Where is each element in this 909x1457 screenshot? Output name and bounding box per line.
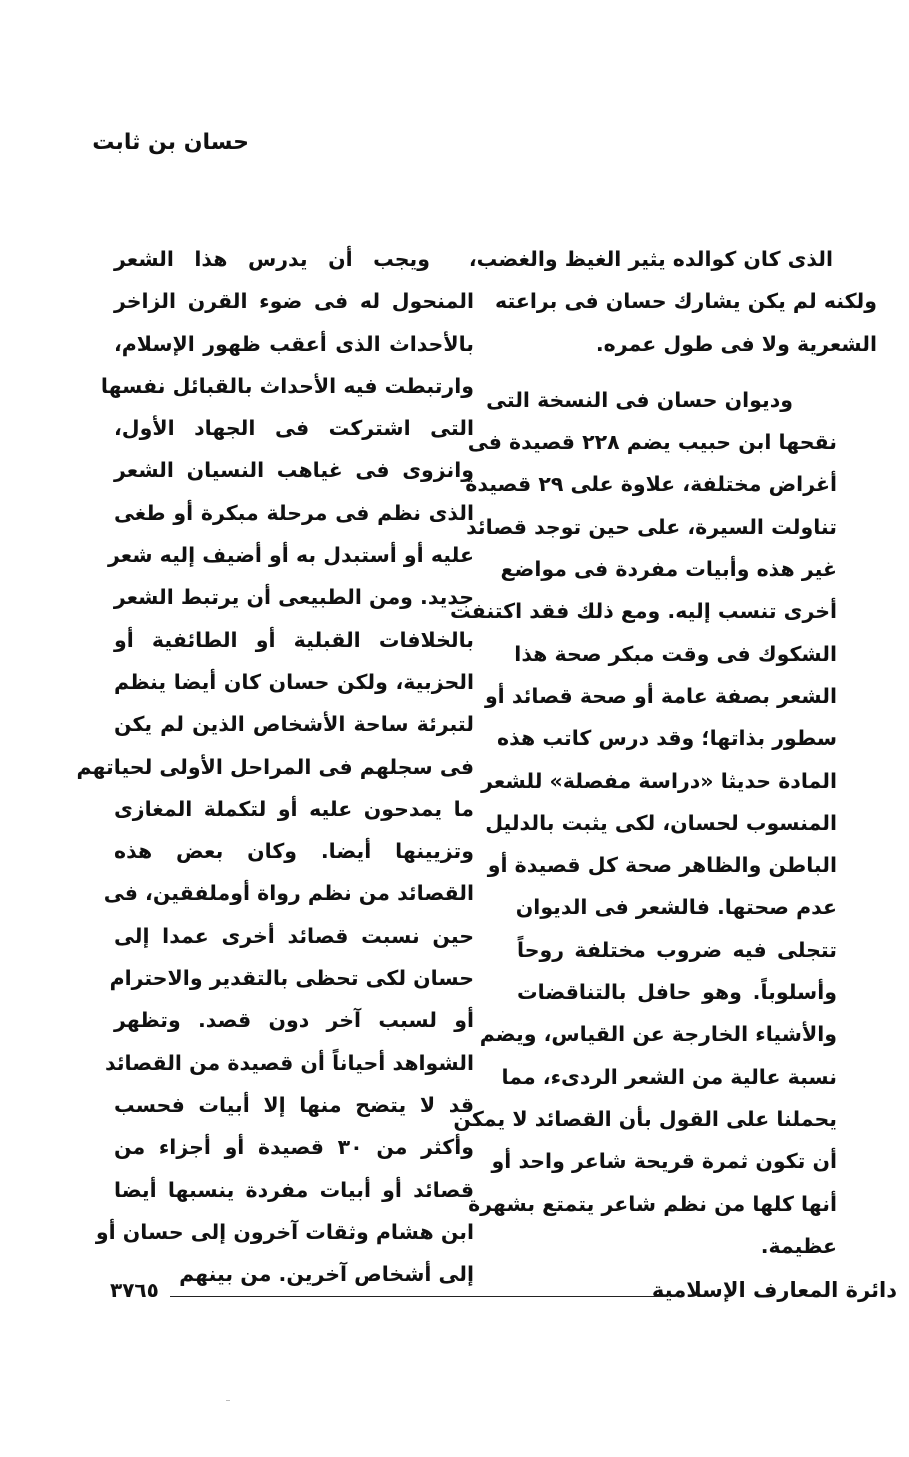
text-line: وأسلوباً. وهو حافل بالتناقضات — [517, 980, 837, 1005]
text-line: المادة حديثا «دراسة مفصلة» للشعر — [481, 768, 837, 793]
text-line: قصائد أو أبيات مفردة ينسبها أيضا — [114, 1177, 474, 1202]
running-header-title: حسان بن ثابت — [92, 130, 249, 155]
text-line: أغراض مختلفة، علاوة على ٢٩ قصيدة — [465, 472, 837, 497]
text-line: جديد. ومن الطبيعى أن يرتبط الشعر — [113, 585, 474, 610]
paragraph — [76, 238, 474, 1295]
text-line: الشواهد أحياناً أن قصيدة من القصائد — [105, 1050, 474, 1075]
page-number: ٣٧٦٥ — [110, 1278, 159, 1302]
text-line: نسبة عالية من الشعر الردىء، مما — [501, 1064, 837, 1089]
text-line: بالأحداث الذى أعقب ظهور الإسلام، — [114, 331, 474, 356]
text-line: قد لا يتضح منها إلا أبيات فحسب — [114, 1092, 474, 1117]
text-line: أن تكون ثمرة قريحة شاعر واحد أو — [491, 1149, 837, 1174]
text-line: الذى كان كوالده يثير الغيظ والغضب، — [468, 247, 833, 271]
text-line: ولكنه لم يكن يشارك حسان فى براعته — [495, 289, 877, 314]
text-line: غير هذه وأبيات مفردة فى مواضع — [500, 557, 837, 582]
text-line: الذى نظم فى مرحلة مبكرة أو طغى — [114, 500, 474, 525]
text-line: المنحول له فى ضوء القرن الزاخر — [114, 289, 474, 314]
text-line: وديوان حسان فى النسخة التى — [486, 387, 793, 412]
text-line: وتزيينها أيضا. وكان بعض هذه — [114, 839, 474, 864]
text-line: الشعرية ولا فى طول عمره. — [595, 331, 877, 356]
text-line: الشكوك فى وقت مبكر صحة هذا — [514, 641, 837, 666]
text-line: لتبرئة ساحة الأشخاص الذين لم يكن — [114, 712, 474, 737]
text-line: والأشياء الخارجة عن القياس، ويضم — [479, 1022, 837, 1047]
footer-publication-title: دائرة المعارف الإسلامية — [651, 1278, 897, 1302]
text-column-right — [449, 238, 877, 1267]
text-line: حين نسبت قصائد أخرى عمدا إلى — [114, 923, 474, 948]
text-line: الباطن والظاهر صحة كل قصيدة أو — [487, 853, 837, 878]
text-line: عليه أو أستبدل به أو أضيف إليه شعر — [108, 543, 474, 568]
text-line: أو لسبب آخر دون قصد. وتظهر — [114, 1008, 474, 1033]
text-line: وانزوى فى غياهب النسيان الشعر — [114, 458, 474, 483]
text-line: إلى أشخاص آخرين. من بينهم — [179, 1262, 474, 1287]
text-line: القصائد من نظم رواة أوملفقين، فى — [103, 881, 474, 906]
text-line: يحملنا على القول بأن القصائد لا يمكن — [453, 1106, 837, 1131]
text-line: تناولت السيرة، على حين توجد قصائد — [466, 514, 837, 539]
text-line: بالخلافات القبلية أو الطائفية أو — [114, 627, 474, 652]
page-footer — [110, 1278, 897, 1310]
paragraph — [449, 379, 877, 1267]
text-line: سطور بذاتها؛ وقد درس كاتب هذه — [497, 726, 837, 751]
text-column-left — [76, 238, 474, 1295]
text-line: ابن هشام وثقات آخرون إلى حسان أو — [95, 1219, 474, 1244]
text-line: الحزبية، ولكن حسان كان أيضا ينظم — [114, 669, 474, 694]
text-line: حسان لكى تحظى بالتقدير والاحترام — [109, 966, 474, 991]
text-line: عظيمة. — [760, 1233, 837, 1258]
scan-speck — [226, 1400, 230, 1401]
text-line: أخرى تنسب إليه. ومع ذلك فقد اكتنفت — [449, 599, 837, 624]
paragraph — [468, 238, 877, 365]
text-line: ويجب أن يدرس هذا الشعر — [114, 247, 430, 271]
text-line: المنسوب لحسان، لكى يثبت بالدليل — [485, 810, 837, 835]
text-line: التى اشتركت فى الجهاد الأول، — [114, 416, 474, 441]
text-line: ما يمدحون عليه أو لتكملة المغازى — [114, 796, 474, 821]
text-line: نقحها ابن حبيب يضم ٢٢٨ قصيدة فى — [467, 430, 837, 455]
text-line: عدم صحتها. فالشعر فى الديوان — [515, 895, 837, 920]
footer-rule — [170, 1296, 667, 1297]
text-line: وارتبطت فيه الأحداث بالقبائل نفسها — [100, 373, 474, 398]
text-line: تتجلى فيه ضروب مختلفة روحاً — [517, 937, 837, 962]
running-header — [92, 130, 249, 155]
text-line: وأكثر من ٣٠ قصيدة أو أجزاء من — [114, 1135, 474, 1160]
text-line: الشعر بصفة عامة أو صحة قصائد أو — [484, 683, 837, 708]
text-line: فى سجلهم فى المراحل الأولى لحياتهم — [76, 754, 474, 779]
text-line: أنها كلها من نظم شاعر يتمتع بشهرة — [468, 1191, 837, 1216]
